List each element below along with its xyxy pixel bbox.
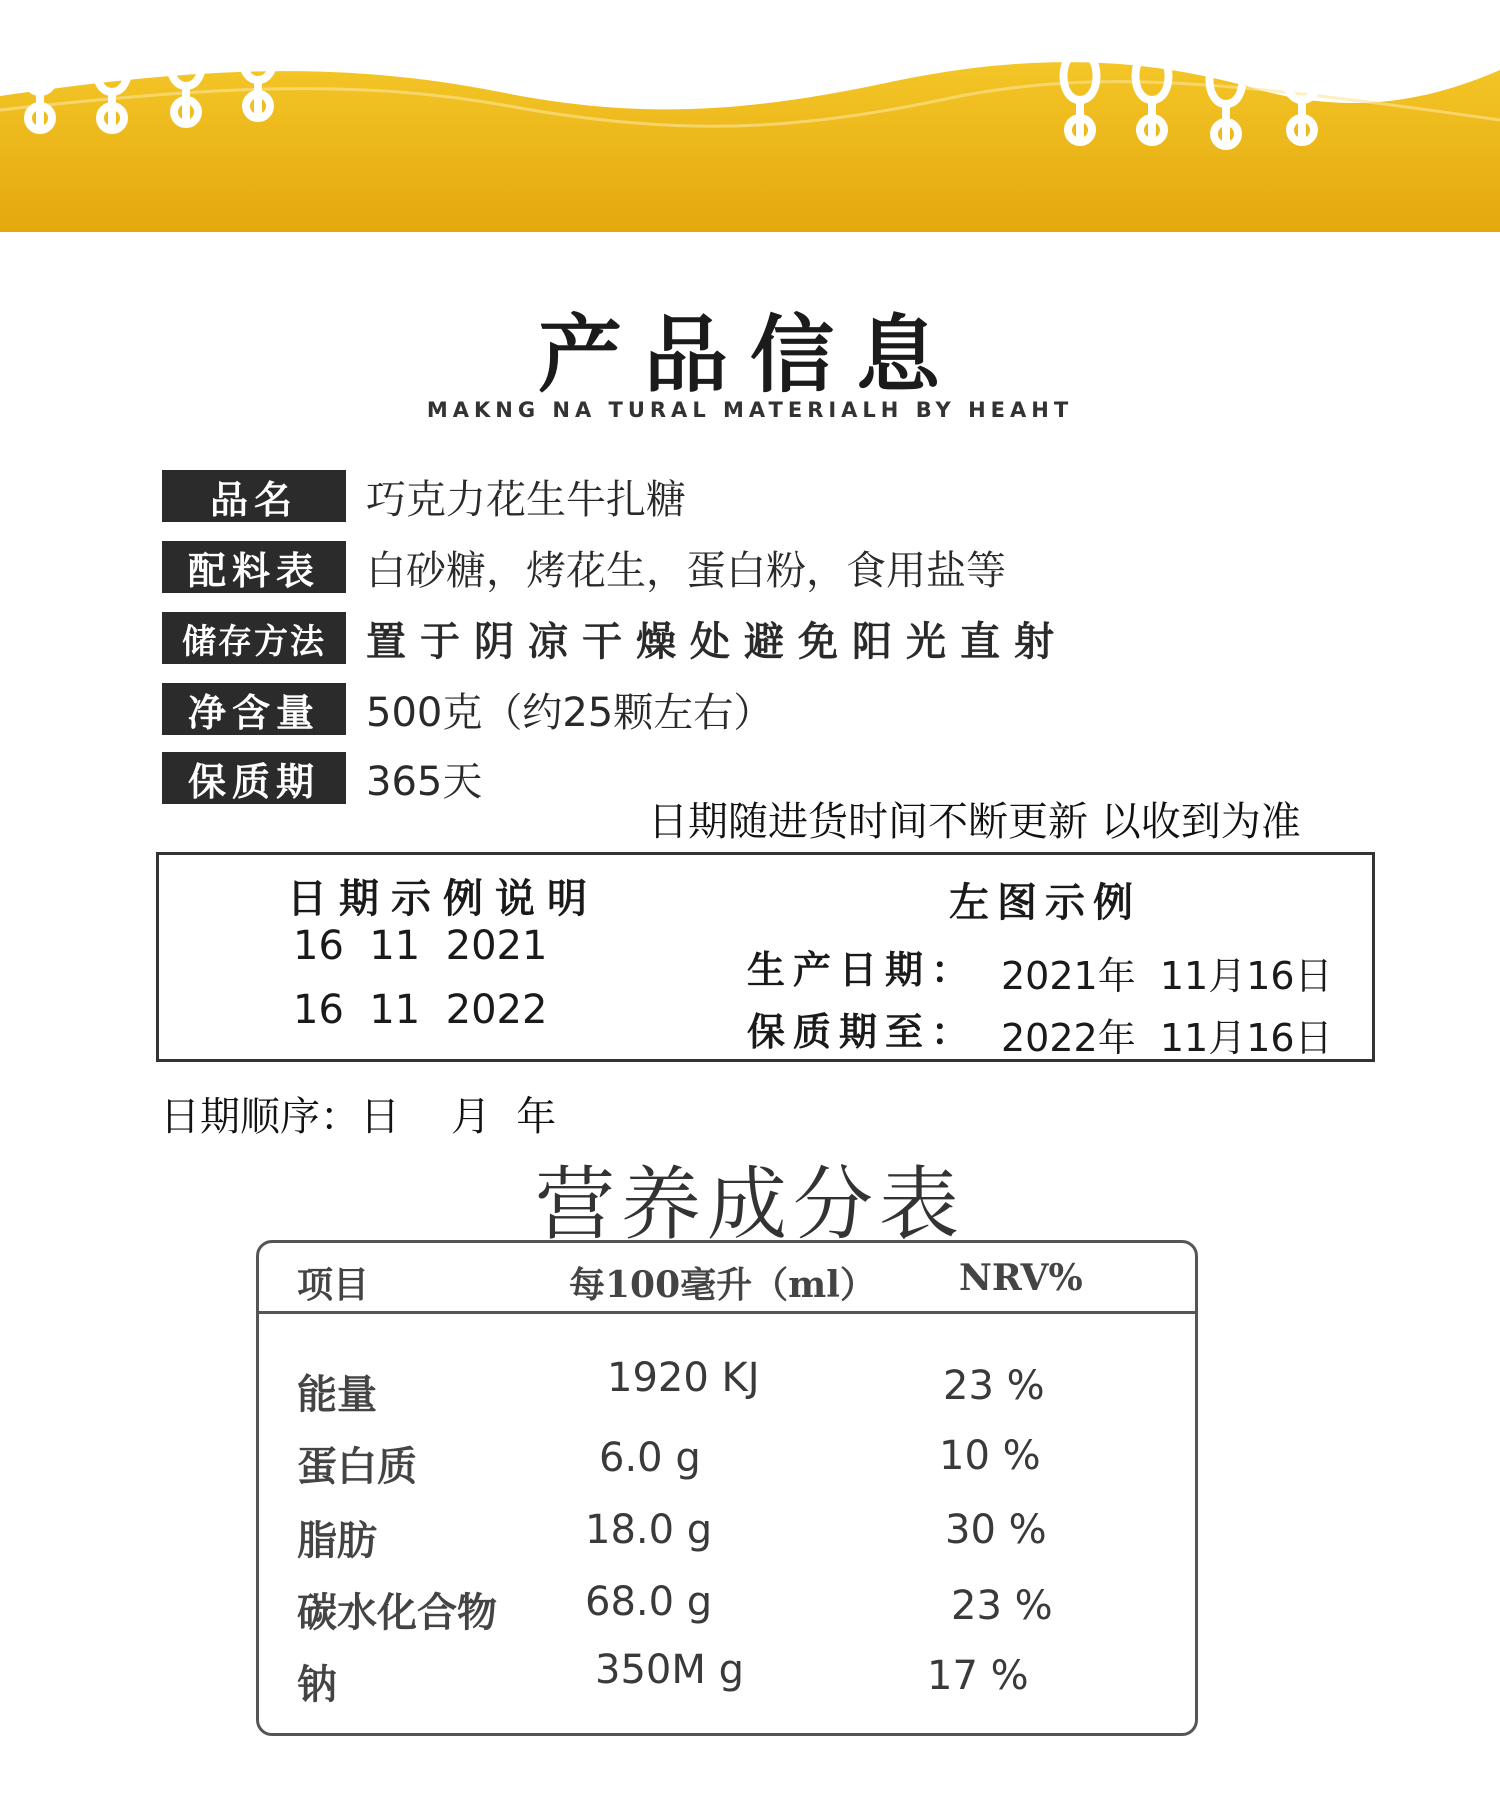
info-row-ingredients [162, 541, 1006, 593]
nutrition-table [256, 1240, 1198, 1736]
info-value: 500克（约25颗左右） [366, 689, 774, 736]
expiry-date-value: 2022年 11月16日 [1001, 1016, 1333, 1060]
header-divider [259, 1311, 1195, 1314]
column-header-nrv: NRV% [959, 1257, 1083, 1299]
nutrient-amount: 68.0 g [585, 1579, 713, 1625]
info-row-shelf-life [162, 752, 482, 804]
page-title: 产品信息 [537, 306, 962, 404]
nutrient-nrv: 10 % [939, 1433, 1041, 1479]
column-header-amount: 每100毫升（ml） [569, 1264, 876, 1306]
nutrition-title: 营养成分表 [535, 1158, 965, 1251]
nutrient-name: 能量 [297, 1371, 377, 1418]
date-example-line-1: 16 11 2021 [293, 923, 548, 969]
info-row-name [162, 470, 686, 522]
date-example-title: 日期示例说明 [287, 876, 599, 922]
info-label: 保质期 [162, 752, 346, 804]
column-header-item: 项目 [297, 1264, 370, 1306]
date-example-box [156, 852, 1375, 1062]
left-example-title: 左图示例 [949, 880, 1141, 926]
nutrient-amount: 6.0 g [599, 1435, 701, 1481]
nutrient-amount: 18.0 g [585, 1507, 713, 1553]
nutrient-name: 碳水化合物 [297, 1589, 497, 1636]
production-date-value: 2021年 11月16日 [1001, 954, 1333, 998]
header-banner [0, 0, 1500, 240]
page-subtitle: MAKNG NA TURAL MATERIALH BY HEAHT [426, 398, 1074, 422]
info-label: 配料表 [162, 541, 346, 593]
info-label: 净含量 [162, 683, 346, 735]
nutrient-name: 钠 [297, 1661, 337, 1708]
expiry-date-label: 保质期至： [747, 1010, 978, 1054]
nutrient-name: 蛋白质 [297, 1443, 417, 1490]
info-row-storage [162, 612, 1068, 664]
nutrient-amount: 350M g [595, 1647, 744, 1693]
info-label: 品名 [162, 470, 346, 522]
info-value: 白砂糖，烤花生，蛋白粉，食用盐等 [366, 547, 1006, 594]
info-value: 巧克力花生牛扎糖 [366, 476, 686, 523]
info-value: 置于阴凉干燥处避免阳光直射 [366, 618, 1068, 665]
nutrient-nrv: 30 % [945, 1507, 1047, 1553]
production-date-label: 生产日期： [747, 948, 978, 992]
nutrient-nrv: 23 % [943, 1363, 1045, 1409]
info-value: 365天 [366, 758, 483, 805]
info-row-net-content [162, 683, 773, 735]
date-update-note: 日期随进货时间不断更新 以收到为准 [648, 799, 1301, 845]
date-example-line-2: 16 11 2022 [293, 987, 548, 1033]
nutrient-nrv: 23 % [951, 1583, 1053, 1629]
date-order-note: 日期顺序：日 月 年 [160, 1094, 557, 1140]
nutrient-nrv: 17 % [927, 1653, 1029, 1699]
nutrient-amount: 1920 KJ [607, 1355, 760, 1401]
nutrient-name: 脂肪 [297, 1517, 377, 1564]
info-label: 储存方法 [162, 612, 346, 664]
